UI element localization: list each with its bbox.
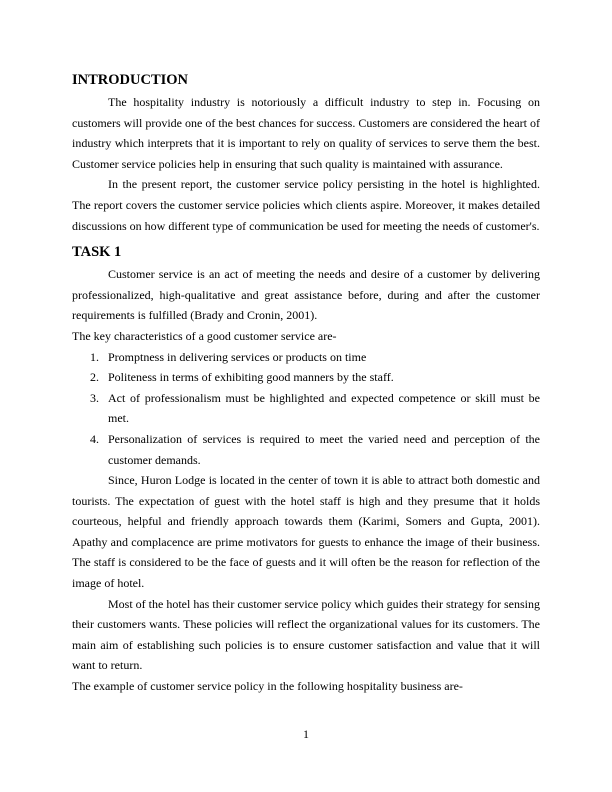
intro-paragraph-2: In the present report, the customer service policy persisting in the hotel is highlighted. The report covers the customer service policies which clients aspire. Moreover, it makes detailed discussions on how different type of communication be used for meeting the needs of customer's. [72, 177, 540, 233]
list-item-text: Promptness in delivering services or products on time [108, 349, 367, 364]
task1-heading: TASK 1 [72, 244, 122, 261]
list-item-text: Act of professionalism must be highlighted and expected competence or skill must be met. [108, 390, 540, 426]
list-item [72, 347, 540, 368]
list-item-number: 4. [90, 431, 99, 446]
list-item-text: Personalization of services is required to meet the varied need and perception of the customer demands. [108, 431, 540, 467]
document-page [72, 70, 540, 697]
introduction-heading: INTRODUCTION [72, 72, 189, 88]
intro-paragraph-1: The hospitality industry is notoriously a difficult industry to step in. Focusing on customers will provide one of the best chances for success. Customers are considered the heart of industry which interprets that it is important to rely on quality of services to serve them the best. Customer service policies help in ensuring that such quality is maintained with assurance. [72, 95, 540, 171]
huron-lodge-paragraph: Since, Huron Lodge is located in the center of town it is able to attract both domestic and tourists. The expectation of guest with the hotel staff is high and they presume that it holds courteous, helpful and friendly approach towards them (Karimi, Somers and Gupta, 2001). Apathy and complacence are prime motivators for guests to enhance the image of their business. The staff is considered to be the face of guests and it will often be the reason for reflection of the image of hotel. [72, 473, 540, 591]
list-item-text: Politeness in terms of exhibiting good manners by the staff. [108, 370, 394, 385]
characteristics-list [72, 347, 540, 471]
closing-line: The example of customer service policy in the following hospitality business are- [72, 679, 463, 694]
task1-intro-paragraph: Customer service is an act of meeting the needs and desire of a customer by delivering professionalized, high-qualitative and great assistance before, during and after the customer requirements is fulfilled (Brady and Cronin, 2001). [72, 267, 540, 323]
list-item [72, 367, 540, 388]
list-item-number: 2. [90, 370, 99, 385]
list-item-number: 3. [90, 390, 99, 405]
list-item [72, 388, 540, 429]
characteristics-lead: The key characteristics of a good customer service are- [72, 328, 337, 343]
list-item-number: 1. [90, 349, 99, 364]
list-item [72, 429, 540, 470]
page-number: 1 [303, 727, 309, 741]
policy-paragraph: Most of the hotel has their customer service policy which guides their strategy for sensing their customers wants. These policies will reflect the organizational values for its customers. The main aim of establishing such policies is to ensure customer satisfaction and value that it will want to return. [72, 596, 540, 673]
